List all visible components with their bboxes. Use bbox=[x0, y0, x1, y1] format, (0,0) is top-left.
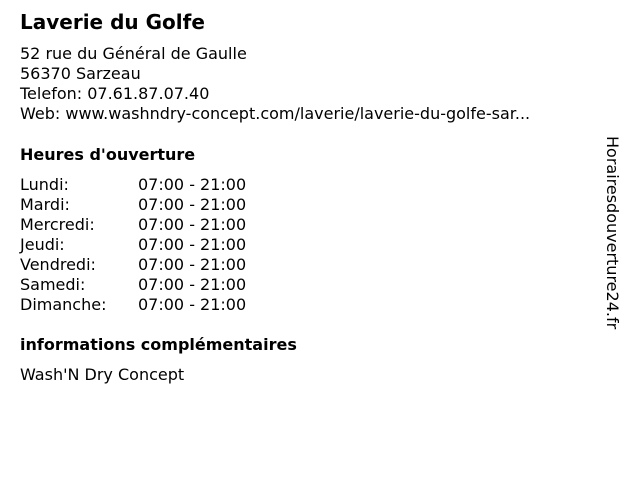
hours-day: Vendredi: bbox=[20, 255, 96, 274]
hours-day: Mercredi: bbox=[20, 215, 95, 234]
site-watermark: Horairesdouverture24.fr bbox=[603, 136, 622, 330]
address-block bbox=[20, 44, 530, 124]
hours-row-saturday bbox=[20, 275, 280, 295]
hours-row-tuesday bbox=[20, 195, 280, 215]
hours-time: 07:00 - 21:00 bbox=[138, 295, 247, 314]
hours-time: 07:00 - 21:00 bbox=[138, 175, 247, 194]
hours-row-friday bbox=[20, 255, 280, 275]
hours-day: Dimanche: bbox=[20, 295, 107, 314]
additional-info-text: Wash'N Dry Concept bbox=[20, 365, 185, 384]
business-name: Laverie du Golfe bbox=[20, 10, 205, 34]
hours-day: Lundi: bbox=[20, 175, 69, 194]
address-city: 56370 Sarzeau bbox=[20, 64, 141, 83]
opening-hours-table bbox=[20, 175, 280, 315]
hours-time: 07:00 - 21:00 bbox=[138, 275, 247, 294]
hours-day: Mardi: bbox=[20, 195, 70, 214]
web-line: Web: www.washndry-concept.com/laverie/laverie-du-golfe-sar... bbox=[20, 104, 531, 123]
address-street: 52 rue du Général de Gaulle bbox=[20, 44, 247, 63]
hours-row-monday bbox=[20, 175, 280, 195]
hours-time: 07:00 - 21:00 bbox=[138, 255, 247, 274]
additional-info-heading: informations complémentaires bbox=[20, 335, 297, 354]
phone-line: Telefon: 07.61.87.07.40 bbox=[20, 84, 210, 103]
hours-row-sunday bbox=[20, 295, 280, 315]
hours-day: Jeudi: bbox=[20, 235, 65, 254]
hours-row-thursday bbox=[20, 235, 280, 255]
hours-time: 07:00 - 21:00 bbox=[138, 235, 247, 254]
hours-time: 07:00 - 21:00 bbox=[138, 195, 247, 214]
hours-row-wednesday bbox=[20, 215, 280, 235]
hours-day: Samedi: bbox=[20, 275, 86, 294]
hours-time: 07:00 - 21:00 bbox=[138, 215, 247, 234]
opening-hours-heading: Heures d'ouverture bbox=[20, 145, 196, 164]
